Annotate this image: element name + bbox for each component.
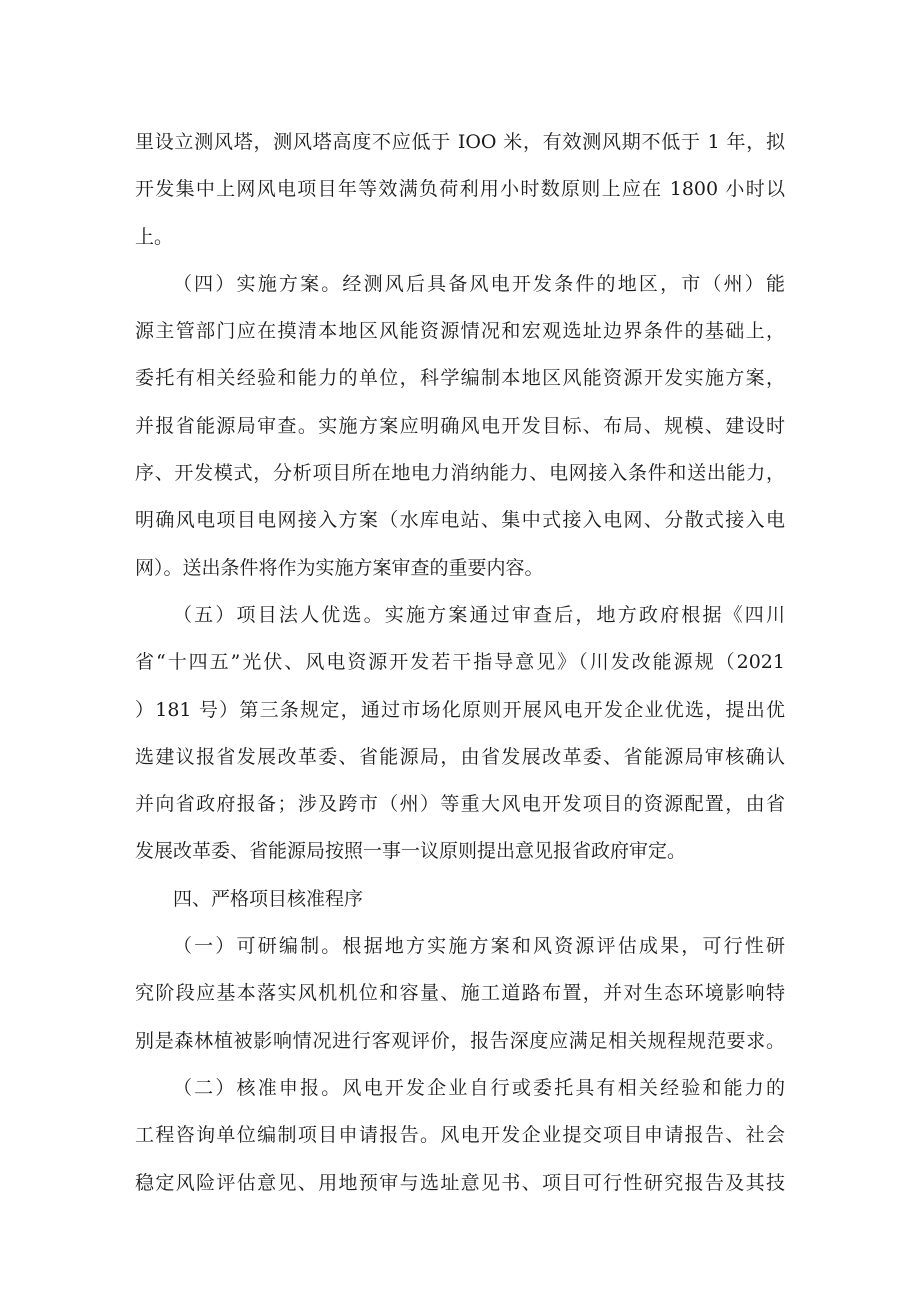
text-line: （五）项目法人优选。实施方案通过审查后，地方政府根据《四川 xyxy=(173,603,785,626)
text-line: （一）可研编制。根据地方实施方案和风资源评估成果，可行性研 xyxy=(173,935,785,958)
text-line: （二）核准申报。风电开发企业自行或委托具有相关经验和能力的 xyxy=(173,1076,785,1099)
section-heading: 四、严格项目核准程序 xyxy=(173,887,364,910)
text-line: 并向省政府报备；涉及跨市（州）等重大风电开发项目的资源配置，由省 xyxy=(135,793,785,816)
document-page xyxy=(135,119,785,1207)
text-line: 源主管部门应在摸清本地区风能资源情况和宏观选址边界条件的基础上， xyxy=(135,320,785,343)
text-line: 明确风电项目电网接入方案（水库电站、集中式接入电网、分散式接入电 xyxy=(135,509,785,532)
text-line: 发展改革委、省能源局按照一事一议原则提出意见报省政府审定。 xyxy=(135,840,687,863)
text-line: 工程咨询单位编制项目申请报告。风电开发企业提交项目申请报告、社会 xyxy=(135,1124,785,1147)
text-line: 究阶段应基本落实风机机位和容量、施工道路布置，并对生态环境影响特 xyxy=(135,982,785,1005)
text-line: 上。 xyxy=(135,225,174,248)
text-line: 序、开发模式，分析项目所在地电力消纳能力、电网接入条件和送出能力， xyxy=(135,462,785,485)
text-line: 网）。送出条件将作为实施方案审查的重要内容。 xyxy=(135,556,544,579)
text-line: ）181 号）第三条规定，通过市场化原则开展风电开发企业优选，提出优 xyxy=(135,698,785,721)
text-line: 开发集中上网风电项目年等效满负荷利用小时数原则上应在 1800 小时以 xyxy=(135,178,785,201)
text-line: 别是森林植被影响情况进行客观评价，报告深度应满足相关规程规范要求。 xyxy=(135,1029,785,1052)
text-line: 选建议报省发展改革委、省能源局，由省发展改革委、省能源局审核确认 xyxy=(135,745,785,768)
text-line: 里设立测风塔，测风塔高度不应低于 IOO 米，有效测风期不低于 1 年，拟 xyxy=(135,131,785,153)
text-line: 并报省能源局审查。实施方案应明确风电开发目标、布局、规模、建设时 xyxy=(135,414,785,437)
text-line: 省“十四五”光伏、风电资源开发若干指导意见》（川发改能源规（2021 xyxy=(135,651,785,674)
text-line: 委托有相关经验和能力的单位，科学编制本地区风能资源开发实施方案， xyxy=(135,367,785,390)
text-line: 稳定风险评估意见、用地预审与选址意见书、项目可行性研究报告及其技 xyxy=(135,1171,785,1194)
text-line: （四）实施方案。经测风后具备风电开发条件的地区，市（州）能 xyxy=(173,272,785,295)
